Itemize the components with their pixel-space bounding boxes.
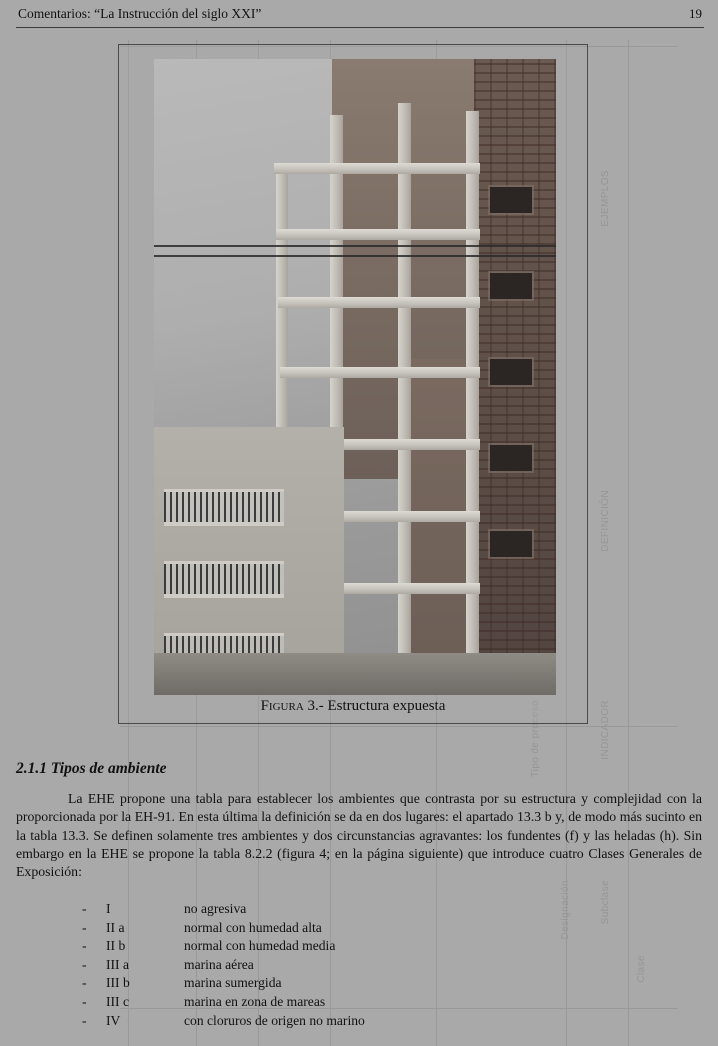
list-item bbox=[82, 993, 502, 1012]
list-item-code: IV bbox=[106, 1012, 121, 1028]
bleed-label-ejemplos: EJEMPLOS bbox=[600, 170, 611, 227]
list-item-code: I bbox=[106, 901, 111, 916]
page-number: 19 bbox=[689, 6, 702, 21]
list-item-description: marina en zona de mareas bbox=[184, 994, 326, 1010]
list-item bbox=[82, 956, 502, 975]
list-item-code: II a bbox=[106, 919, 125, 935]
bleed-label-clase: Clase bbox=[636, 955, 647, 983]
bleed-label-definicion: DEFINICIÓN bbox=[600, 490, 611, 552]
list-bullet: - bbox=[82, 956, 87, 972]
list-bullet: - bbox=[82, 919, 87, 935]
list-item bbox=[82, 919, 502, 938]
list-item bbox=[82, 900, 502, 919]
list-bullet: - bbox=[82, 975, 87, 991]
list-item-description: con cloruros de origen no marino bbox=[184, 1012, 365, 1028]
header-title: Comentarios: “La Instrucción del siglo XXI” bbox=[18, 6, 262, 21]
list-bullet: - bbox=[82, 901, 87, 916]
exposure-class-list bbox=[82, 900, 502, 1030]
bleed-label-subclase: Subclase bbox=[600, 880, 611, 925]
bleed-label-indicador: INDICADOR bbox=[600, 700, 611, 760]
bleed-label-designacion: Designación bbox=[560, 880, 571, 940]
list-bullet: - bbox=[82, 938, 87, 954]
figure-photo bbox=[154, 59, 556, 695]
list-item-code: III b bbox=[106, 975, 130, 991]
header-rule bbox=[16, 27, 704, 28]
photo-brick-building bbox=[474, 59, 556, 695]
list-item bbox=[82, 974, 502, 993]
list-item-code: III a bbox=[106, 956, 130, 972]
section-heading: 2.1.1 Tipos de ambiente bbox=[16, 760, 167, 777]
figure-frame bbox=[118, 44, 588, 724]
list-item bbox=[82, 937, 502, 956]
list-item-description: marina aérea bbox=[184, 956, 254, 972]
list-item-description: normal con humedad media bbox=[184, 938, 336, 954]
figure-caption-text: Estructura expuesta bbox=[327, 698, 446, 714]
list-item-description: marina sumergida bbox=[184, 975, 282, 991]
list-bullet: - bbox=[82, 994, 87, 1010]
list-item bbox=[82, 1012, 502, 1031]
figure-caption bbox=[119, 698, 587, 715]
bleed-label-tipo-proceso: Tipo de proceso bbox=[530, 700, 541, 778]
list-bullet: - bbox=[82, 1012, 87, 1028]
list-item-description: no agresiva bbox=[184, 901, 247, 916]
list-item-code: III c bbox=[106, 994, 130, 1010]
running-header bbox=[18, 6, 702, 28]
list-item-code: II b bbox=[106, 938, 126, 954]
list-item-description: normal con humedad alta bbox=[184, 919, 322, 935]
photo-street bbox=[154, 653, 556, 695]
section-paragraph: La EHE propone una tabla para establecer los ambientes que contrasta por su estructura y complejidad con la proporcionada por la EH-91. En esta última la definición se da en dos lugares: el apartado 13.3 b y, de modo más sucinto en la tabla 13.3. Se definen solamente tres ambientes y dos circunstancias agravantes: los fundentes (f) y las heladas (h). Sin embargo en la EHE se propone la tabla 8.2.2 (figura 4; en la página siguiente) que introduce cuatro Clases Generales de Exposición: bbox=[16, 791, 702, 880]
figure-caption-label: Figura 3.- bbox=[260, 698, 324, 714]
